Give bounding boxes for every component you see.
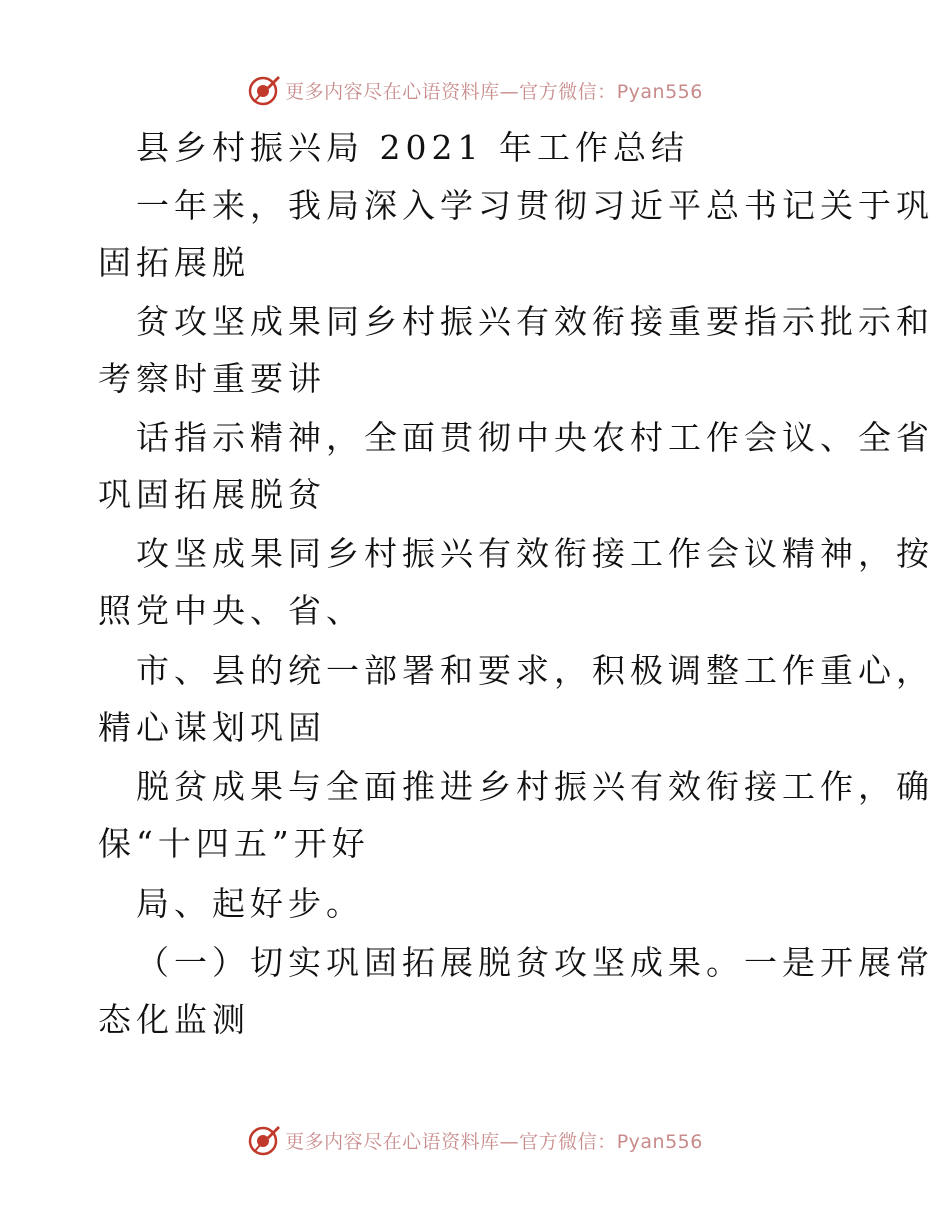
section-heading-line: （一）切实巩固拓展脱贫攻坚成果。一是开展常: [136, 943, 934, 982]
paragraph-line: 话指示精神，全面贯彻中央农村工作会议、全省: [136, 418, 934, 457]
paragraph-line: 脱贫成果与全面推进乡村振兴有效衔接工作，确: [136, 767, 934, 806]
paragraph-line: 考察时重要讲: [98, 359, 326, 398]
paragraph-line: 态化监测: [98, 1000, 250, 1039]
document-title: 县乡村振兴局 2021 年工作总结: [136, 128, 689, 167]
paragraph-line: 精心谋划巩固: [98, 708, 326, 747]
paragraph-line: 局、起好步。: [136, 884, 364, 923]
paragraph-line: 巩固拓展脱贫: [98, 475, 326, 514]
paragraph-line: 照党中央、省、: [98, 591, 364, 630]
pen-logo-icon: [247, 73, 281, 107]
paragraph-line: 固拓展脱: [98, 243, 250, 282]
paragraph-line: 市、县的统一部署和要求，积极调整工作重心，: [136, 651, 934, 690]
watermark-main: 更多内容尽在心语资料库: [285, 1130, 500, 1153]
watermark-separator: —官方微信：: [499, 1130, 617, 1153]
watermark-main: 更多内容尽在心语资料库: [285, 80, 500, 103]
header-watermark: [0, 70, 950, 110]
paragraph-line: 攻坚成果同乡村振兴有效衔接工作会议精神，按: [136, 534, 934, 573]
paragraph-line: 保“十四五”开好: [98, 824, 370, 863]
watermark-wechat-id: Pyan556: [616, 1130, 703, 1153]
pen-logo-icon: [247, 1123, 281, 1157]
watermark-text: [285, 77, 703, 104]
watermark-separator: —官方微信：: [499, 80, 617, 103]
footer-watermark: [0, 1120, 950, 1160]
watermark-text: [285, 1127, 703, 1154]
paragraph-line: 贫攻坚成果同乡村振兴有效衔接重要指示批示和: [136, 302, 934, 341]
paragraph-line: 一年来，我局深入学习贯彻习近平总书记关于巩: [136, 186, 934, 225]
watermark-wechat-id: Pyan556: [616, 80, 703, 103]
